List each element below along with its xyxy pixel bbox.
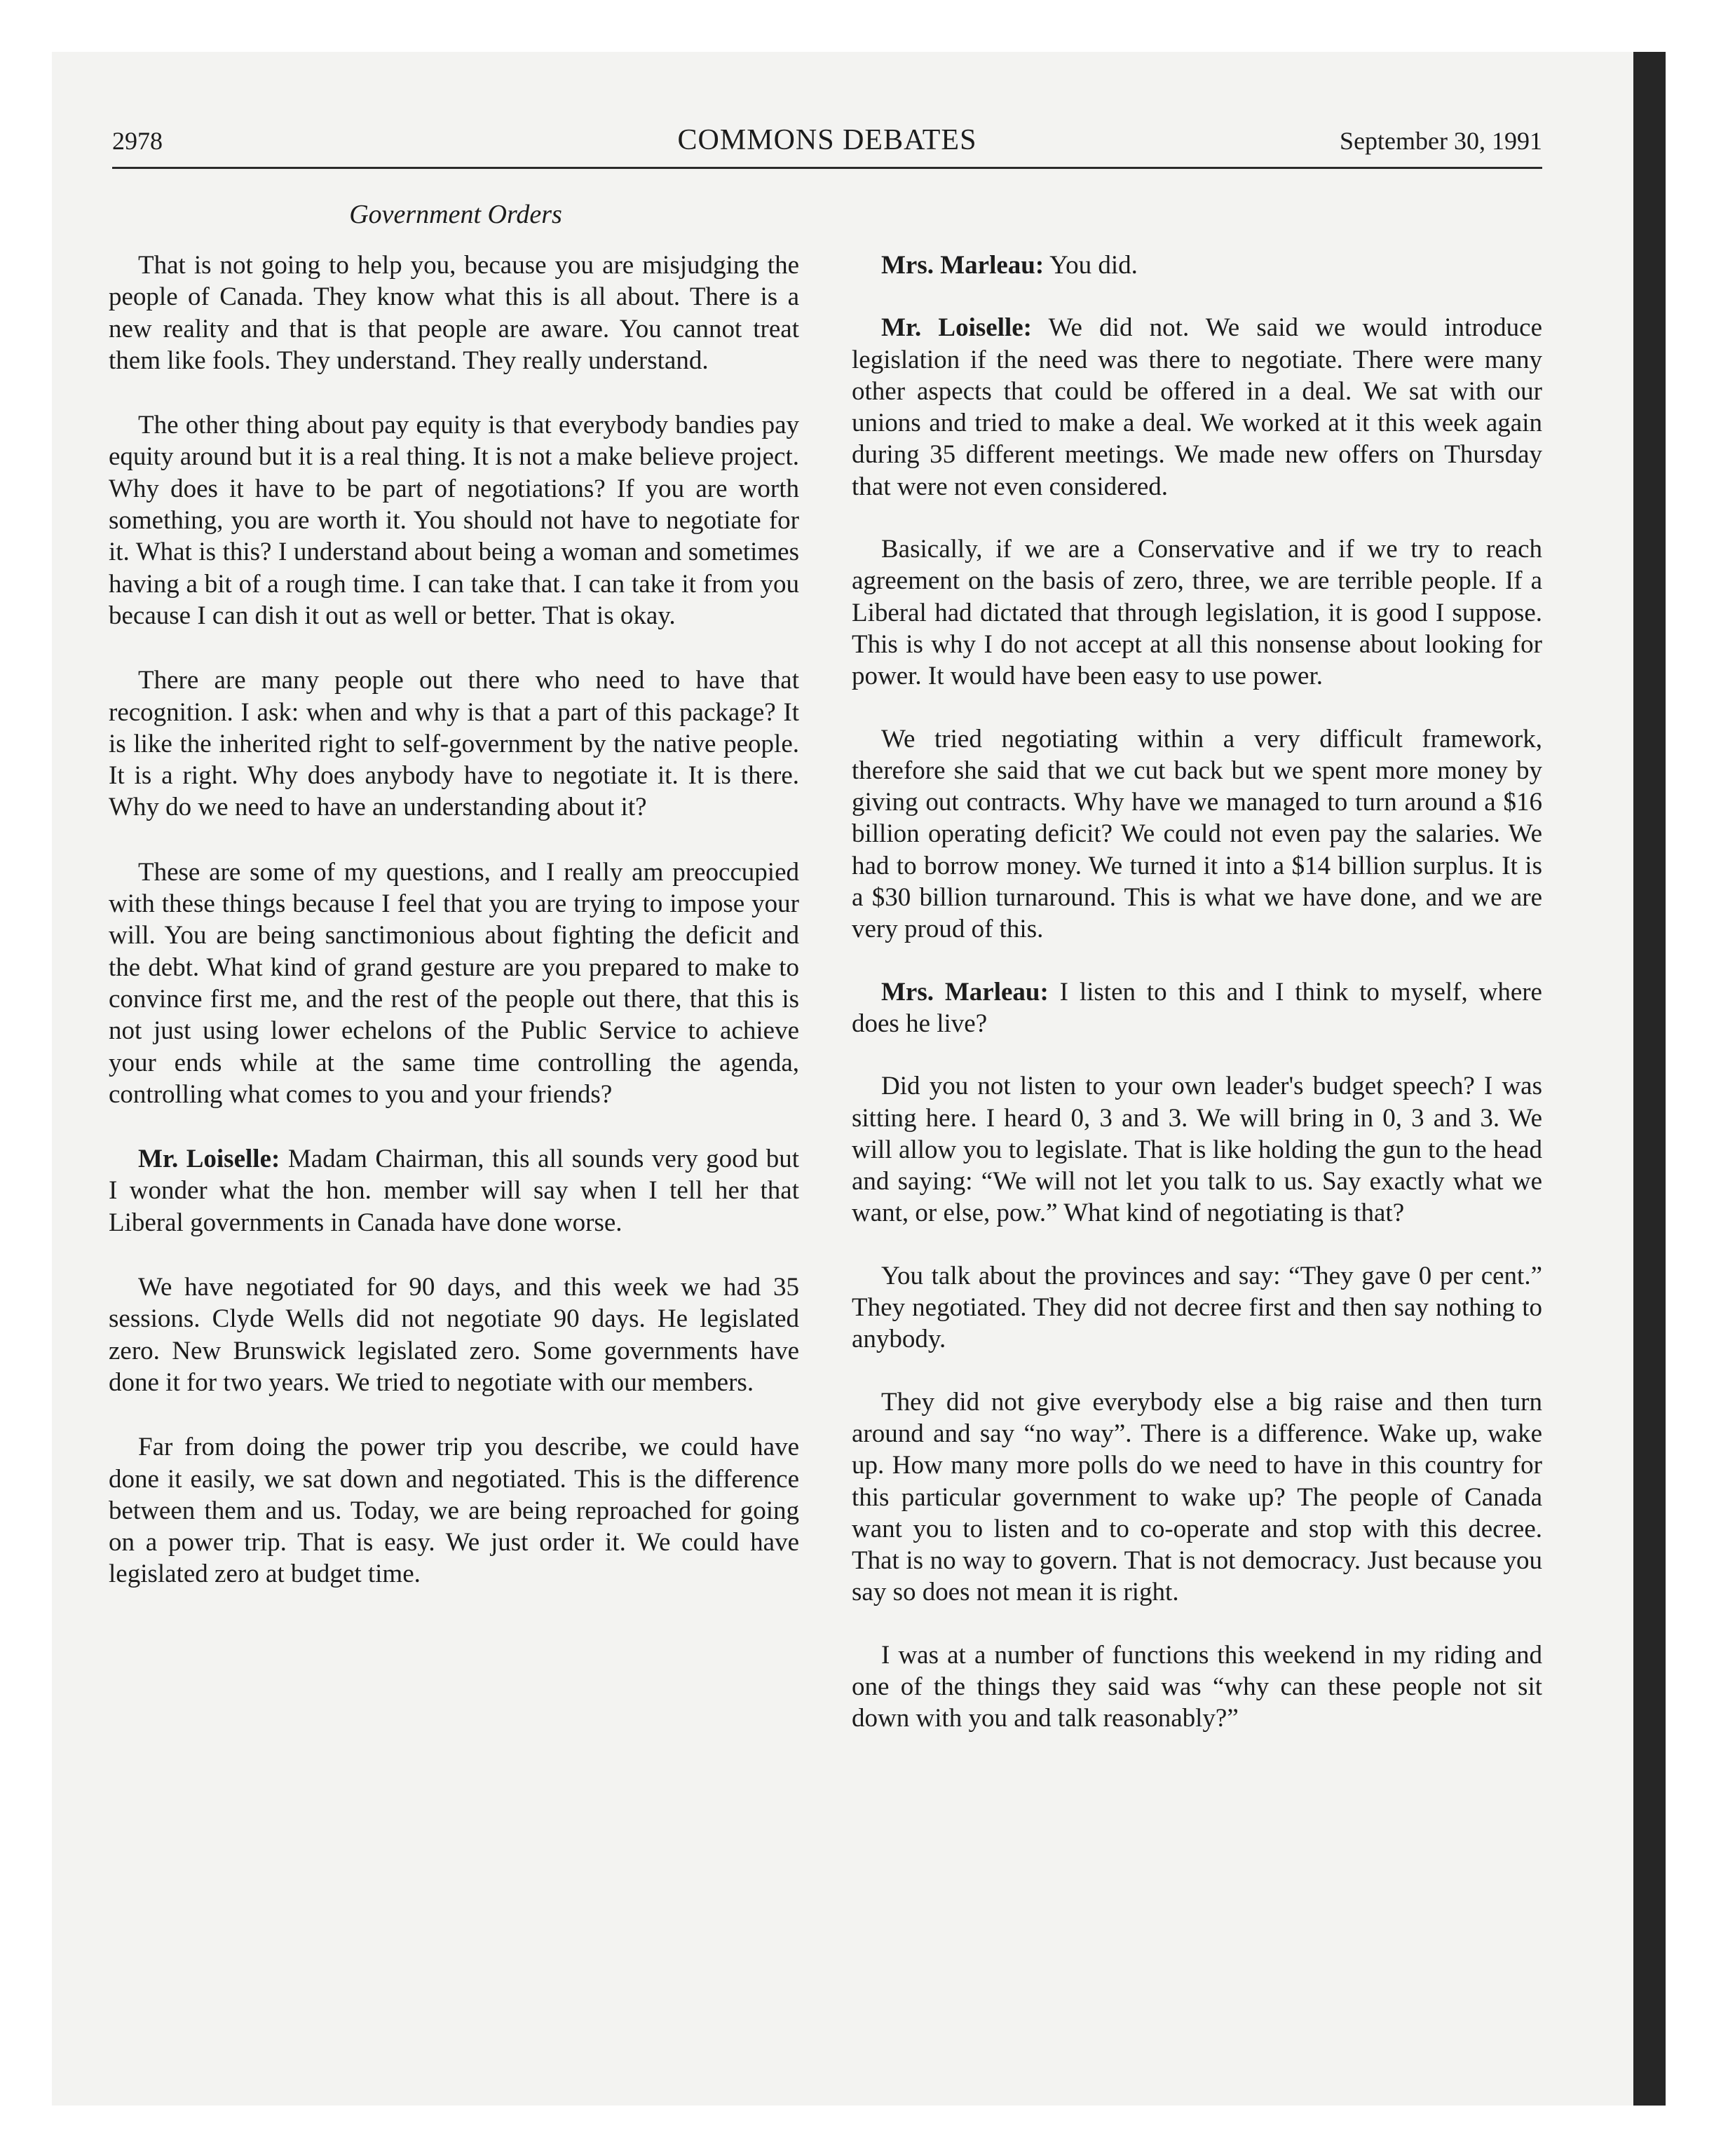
paragraph-text: Basically, if we are a Conservative and if we try to reach agreement on the basis of zero, three, we are terrible people. If a Liberal had dictated that through legislation, it is good I suppose. This is why I do not accept at all this nonsense about looking for power. It would have been easy to use power. [852, 535, 1542, 691]
speaker-name: Mr. Loiselle: [138, 1145, 280, 1174]
page-number: 2978 [112, 127, 163, 155]
journal-title: COMMONS DEBATES [677, 124, 977, 156]
speaker-paragraph [852, 312, 1542, 503]
paragraph [109, 857, 799, 1110]
paragraph-text: Far from doing the power trip you describe, we could have done it easily, we sat down and negotiated. This is the difference between them and us. Today, we are being reproached for going on a power trip. That is easy. We just order it. We could have legislated zero at budget time. [109, 1433, 799, 1589]
paragraph [852, 1639, 1542, 1735]
header-rule [112, 167, 1542, 169]
paragraph [852, 533, 1542, 692]
paragraph [852, 1260, 1542, 1356]
speaker-paragraph [852, 976, 1542, 1040]
paragraph [109, 664, 799, 823]
speaker-name: Mrs. Marleau: [881, 977, 1049, 1007]
paragraph-text: Madam Chairman, this all sounds very good but I wonder what the hon. member will say when I tell her that Liberal governments in Canada have done worse. [109, 1145, 799, 1237]
paragraph [109, 250, 799, 376]
page-date: September 30, 1991 [1340, 127, 1542, 155]
paragraph [109, 1431, 799, 1590]
paragraph [109, 1271, 799, 1398]
paragraph-text: These are some of my questions, and I really am preoccupied with these things because I feel that you are trying to impose your will. You are being sanctimonious about fighting the deficit and the debt. What kind of grand gesture are you prepared to make to convince first me, and the rest of the people out there, that this is not just using lower echelons of the Public Service to achieve your ends while at the same time controlling the agenda, controlling what comes to you and your friends? [109, 857, 799, 1109]
left-column [109, 250, 799, 1623]
paragraph-text: That is not going to help you, because you are misjudging the people of Canada. They know what this is all about. There is a new reality and that is that people are aware. You cannot treat them like fools. They understand. They really understand. [109, 251, 799, 375]
paragraph-text: Did you not listen to your own leader's budget speech? I was sitting here. I heard 0, 3 and 3. We will bring in 0, 3 and 3. We will allow you to legislate. That is like holding the gun to the head and saying: “We will not let you talk to us. Say exactly what we want, or else, pow.” What kind of negotiating is that? [852, 1072, 1542, 1228]
paragraph [852, 723, 1542, 946]
paragraph [852, 1386, 1542, 1609]
paragraph-text: You talk about the provinces and say: “They gave 0 per cent.” They negotiated. They did not decree first and then say nothing to anybody. [852, 1261, 1542, 1354]
right-column [852, 250, 1542, 1766]
paragraph-text: I was at a number of functions this weekend in my riding and one of the things they said was “why can these people not sit down with you and talk reasonably?” [852, 1640, 1542, 1733]
section-heading: Government Orders [349, 200, 562, 229]
paragraph-text: There are many people out there who need to have that recognition. I ask: when and why is that a part of this package? It is like the inherited right to self-government by the native people. It is a right. Why does anybody have to negotiate it. It is there. Why do we need to have an understanding about it? [109, 666, 799, 822]
scan-binding-edge [1633, 52, 1666, 2106]
paragraph [109, 409, 799, 632]
speaker-paragraph [109, 1143, 799, 1239]
paragraph-text: You did. [1049, 251, 1138, 280]
speaker-paragraph [852, 250, 1542, 281]
speaker-name: Mrs. Marleau: [881, 251, 1045, 280]
paragraph-text: I listen to this and I think to myself, where does he live? [852, 977, 1542, 1038]
paragraph-text: We have negotiated for 90 days, and this week we had 35 sessions. Clyde Wells did not negotiate 90 days. He legislated zero. New Brunswick legislated zero. Some governments have done it for two years. We tried to negotiate with our members. [109, 1273, 799, 1397]
paragraph-text: They did not give everybody else a big raise and then turn around and say “no way”. There is a difference. Wake up, wake up. How many more polls do we need to have in this country for this particular government to wake up? The people of Canada want you to listen and to co-operate and stop with this decree. That is no way to govern. That is not democracy. Just because you say so does not mean it is right. [852, 1387, 1542, 1607]
paragraph [852, 1070, 1542, 1229]
speaker-name: Mr. Loiselle: [881, 313, 1033, 343]
paragraph-text: We tried negotiating within a very difficult framework, therefore she said that we cut back but we spent more money by giving out contracts. Why have we managed to turn around a $16 billion operating deficit? We could not even pay the salaries. We had to borrow money. We turned it into a $14 billion surplus. It is a $30 billion turnaround. This is what we have done, and we are very proud of this. [852, 724, 1542, 944]
paragraph-text: The other thing about pay equity is that everybody bandies pay equity around but it is a real thing. It is not a make believe project. Why does it have to be part of negotiations? If you are worth something, you are worth it. You should not have to negotiate for it. What is this? I understand about being a woman and sometimes having a bit of a rough time. I can take that. I can take it from you because I can dish it out as well or better. That is okay. [109, 411, 799, 630]
page-header [112, 123, 1542, 165]
paragraph-text: We did not. We said we would introduce legislation if the need was there to negotiate. There were many other aspects that could be offered in a deal. We sat with our unions and tried to make a deal. We worked at it this week again during 35 different meetings. We made new offers on Thursday that were not even considered. [852, 313, 1543, 501]
